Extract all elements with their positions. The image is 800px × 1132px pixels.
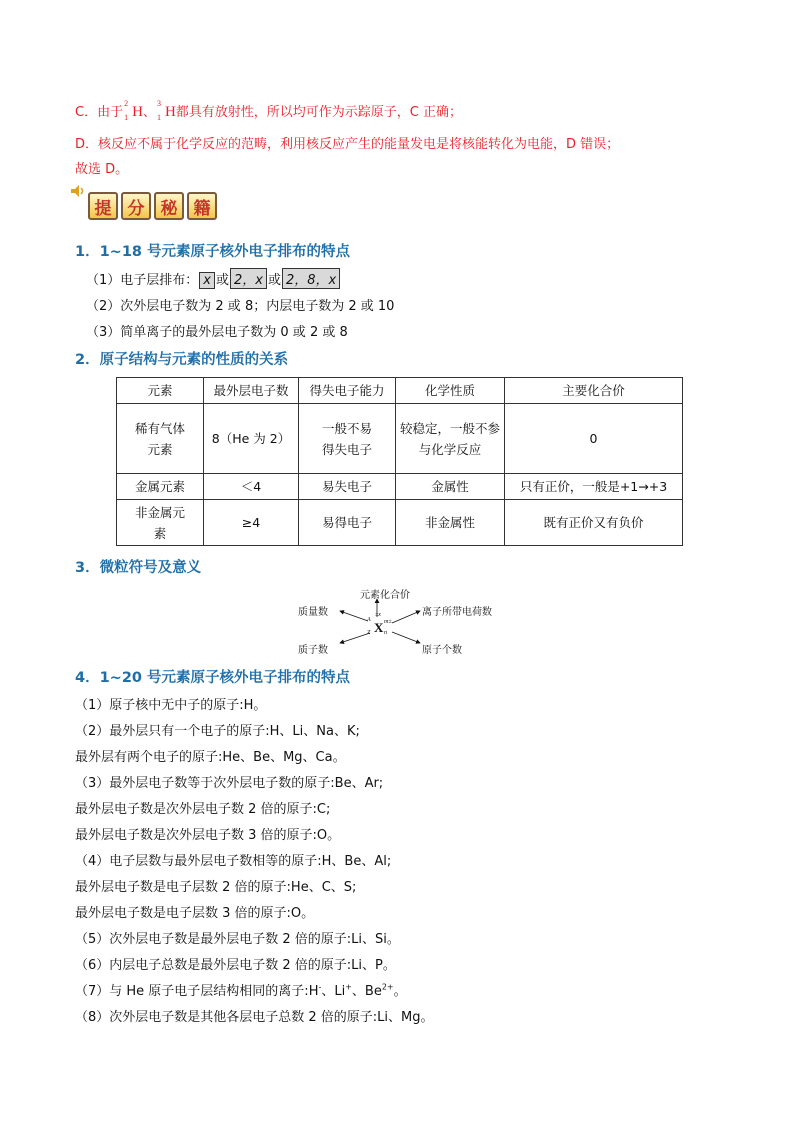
iso1-mass: 2: [124, 99, 129, 108]
speaker-icon: [70, 184, 86, 198]
th-element: 元素: [117, 378, 204, 404]
or-2: 或: [267, 273, 281, 288]
cell: 金属元素: [117, 474, 204, 500]
box-x: x: [199, 272, 215, 289]
iso2-atomic: 1: [156, 113, 161, 122]
section-4-title: 4．1~20 号元素原子核外电子排布的特点: [75, 670, 351, 686]
cell: 非金属性: [396, 500, 505, 546]
s4-line: （6）内层电子总数是最外层电子数 2 倍的原子:Li、P。: [75, 958, 396, 973]
label-proton-number: 质子数: [298, 645, 328, 656]
tips-badge: [70, 186, 217, 220]
th-chem-property: 化学性质: [396, 378, 505, 404]
iso2-mass: 3: [156, 99, 161, 108]
cell: 稀有气体元素: [117, 404, 204, 474]
section-2-title: 2．原子结构与元素的性质的关系: [75, 352, 289, 368]
l7-be: 、Be: [351, 984, 382, 999]
table-header-row: [117, 378, 683, 404]
particle-symbol-diagram: [290, 583, 510, 658]
note-d: D．核反应不属于化学反应的范畴，利用核反应产生的能量发电是将核能转化为电能，D 错误；: [75, 137, 620, 152]
s4-line: 最外层电子数是电子层数 3 倍的原子:O。: [75, 906, 315, 921]
note-c-post: 都具有放射性，所以均可作为示踪原子，C 正确；: [175, 105, 462, 120]
isotope-h2: [124, 99, 143, 122]
li-charge: +: [345, 982, 352, 992]
section-3-title: 3．微粒符号及意义: [75, 560, 202, 576]
element-symbol: X: [374, 620, 384, 635]
cell: 8（He 为 2）: [204, 404, 299, 474]
cell: 非金属元素: [117, 500, 204, 546]
s1-line-3: （3）简单离子的最外层电子数为 0 或 2 或 8: [86, 325, 348, 340]
s1-l1-pre: （1）电子层排布：: [86, 273, 199, 288]
symbol-count: n: [384, 630, 387, 636]
table-row: [117, 474, 683, 500]
be-charge: 2+: [381, 982, 394, 992]
s1-line-2: （2）次外层电子数为 2 或 8；内层电子数为 2 或 10: [86, 299, 395, 314]
h-charge: -: [318, 982, 322, 992]
l7-li: 、Li: [321, 984, 346, 999]
s4-line: 最外层电子数是次外层电子数 2 倍的原子:C;: [75, 802, 331, 817]
cell: 较稳定，一般不参与化学反应: [396, 404, 505, 474]
note-choice: 故选 D。: [75, 162, 129, 177]
label-mass-number: 质量数: [298, 607, 328, 618]
badge-char-1: 提: [88, 192, 118, 220]
isotope-h3: [156, 99, 176, 122]
table-row: [117, 500, 683, 546]
label-ion-charge: 离子所带电荷数: [422, 607, 492, 618]
badge-char-3: 秘: [154, 192, 184, 220]
s4-line: 最外层电子数是次外层电子数 3 倍的原子:O。: [75, 828, 341, 843]
iso1-symbol: H: [132, 104, 143, 120]
cell: ≥4: [204, 500, 299, 546]
label-atom-count: 原子个数: [422, 645, 462, 656]
th-outer-electrons: 最外层电子数: [204, 378, 299, 404]
cell: 易得电子: [299, 500, 396, 546]
or-1: 或: [215, 273, 229, 288]
note-c: [75, 101, 462, 121]
box-2x: 2，x: [230, 268, 267, 289]
cell: 既有正价又有负价: [505, 500, 683, 546]
s1-line-1: [86, 268, 341, 289]
symbol-ion: m±: [384, 619, 392, 625]
th-gain-loss: 得失电子能力: [299, 378, 396, 404]
iso2-symbol: H: [164, 104, 176, 120]
cell: 易失电子: [299, 474, 396, 500]
property-table: [116, 377, 683, 546]
section-1-title: 1．1~18 号元素原子核外电子排布的特点: [75, 244, 351, 260]
s4-line: （2）最外层只有一个电子的原子:H、Li、Na、K;: [75, 724, 360, 739]
cell: 只有正价，一般是+1→+3: [505, 474, 683, 500]
badge-chars: [88, 192, 217, 220]
s4-line: （5）次外层电子数是最外层电子数 2 倍的原子:Li、Si。: [75, 932, 400, 947]
cell: ＜4: [204, 474, 299, 500]
note-c-pre: C．由于: [75, 105, 124, 120]
s4-line: （3）最外层电子数等于次外层电子数的原子:Be、Ar;: [75, 776, 384, 791]
s4-line: 最外层有两个电子的原子:He、Be、Mg、Ca。: [75, 750, 346, 765]
badge-char-2: 分: [121, 192, 151, 220]
s4-line: （8）次外层电子数是其他各层电子总数 2 倍的原子:Li、Mg。: [75, 1010, 434, 1025]
table-row: [117, 404, 683, 474]
badge-char-4: 籍: [187, 192, 217, 220]
symbol-charge: ±x: [375, 612, 381, 618]
s4-line: （4）电子层数与最外层电子数相等的原子:H、Be、Al;: [75, 854, 392, 869]
box-28x: 2，8，x: [282, 268, 340, 289]
symbol-mass: A: [367, 617, 371, 623]
cell: 0: [505, 404, 683, 474]
cell: 一般不易得失电子: [299, 404, 396, 474]
symbol-atomic: Z: [367, 630, 371, 636]
iso1-atomic: 1: [124, 113, 129, 122]
s4-line: 最外层电子数是电子层数 2 倍的原子:He、C、S;: [75, 880, 357, 895]
l7-end: 。: [393, 984, 407, 999]
l7-pre: （7）与 He 原子电子层结构相同的离子:H: [75, 984, 319, 999]
cell: 金属性: [396, 474, 505, 500]
note-c-sep: 、: [142, 105, 156, 120]
s4-line: （1）原子核中无中子的原子:H。: [75, 698, 267, 713]
s4-line-7: [75, 980, 407, 999]
th-valence: 主要化合价: [505, 378, 683, 404]
label-valence: 元素化合价: [360, 590, 410, 601]
